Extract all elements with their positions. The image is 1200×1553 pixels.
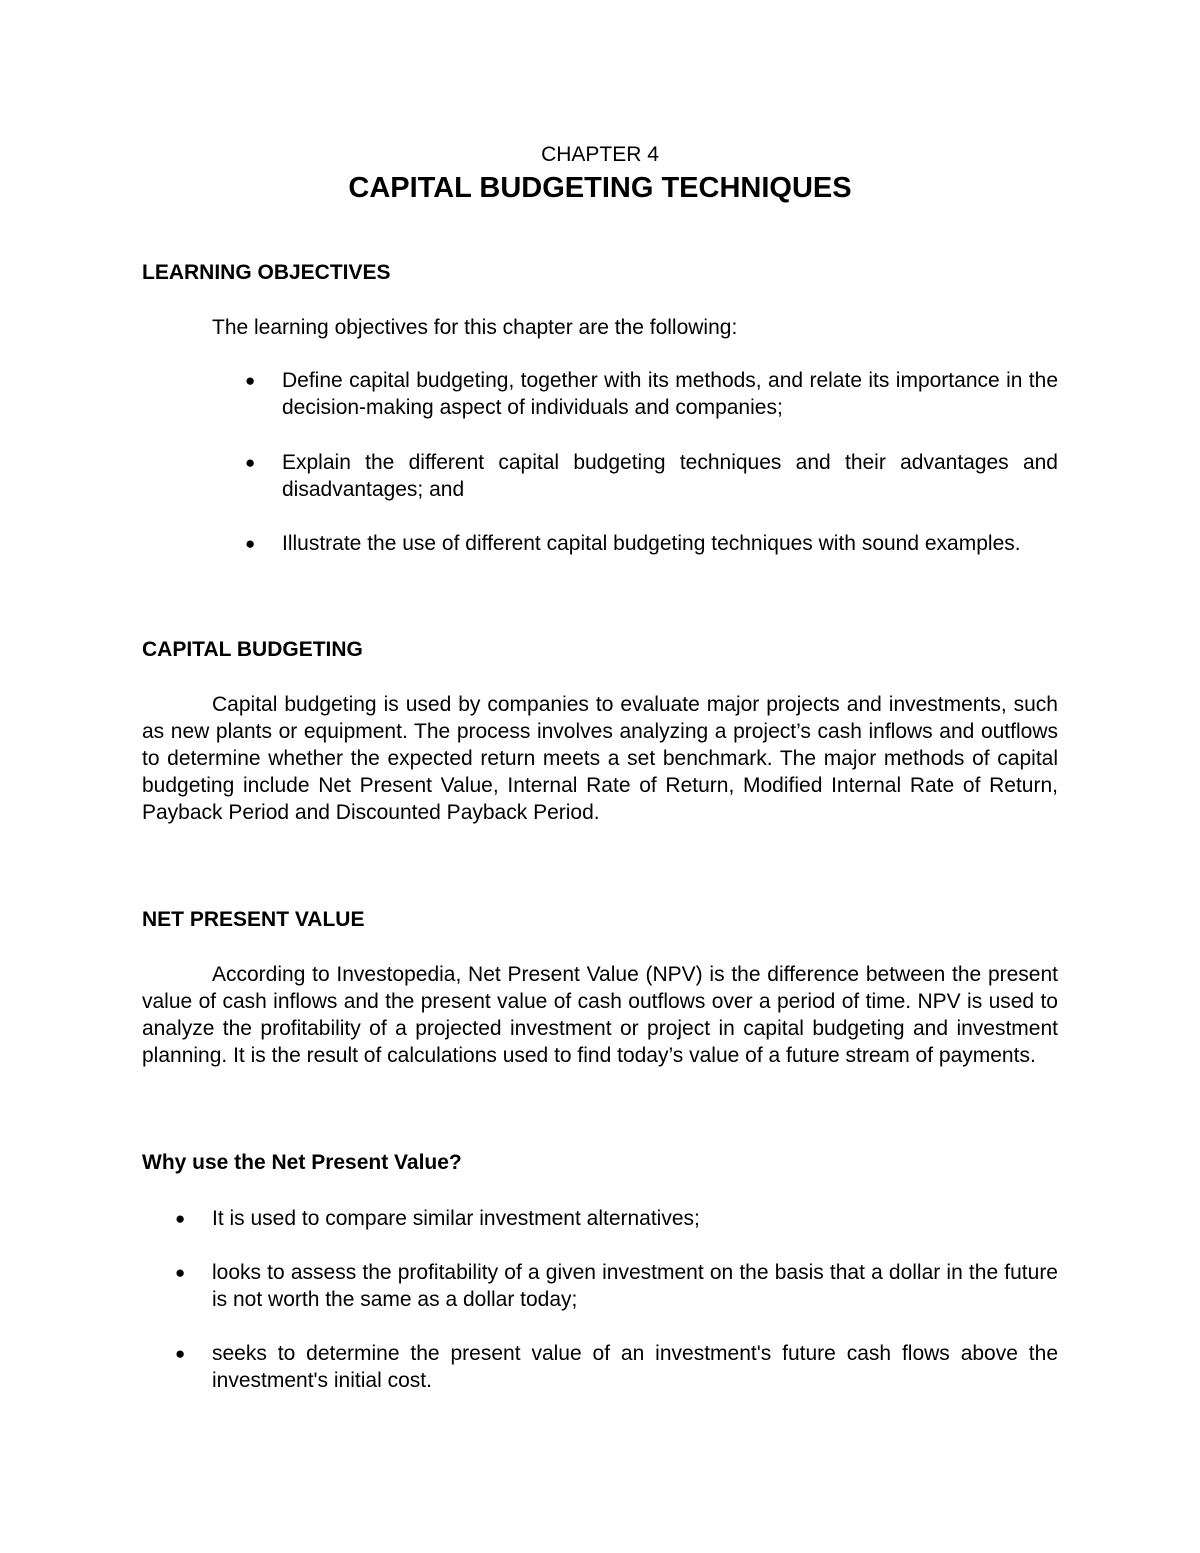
learning-objectives-heading: LEARNING OBJECTIVES bbox=[142, 261, 391, 284]
npv-heading: NET PRESENT VALUE bbox=[142, 908, 365, 931]
bullet-icon: ● bbox=[245, 371, 256, 390]
npv-paragraph: According to Investopedia, Net Present Value (NPV) is the difference between the present value of cash inflows and the present value of cash outflows over a period of time. NPV is used to analyze the profitability of a projected investment or project in capital budgeting and investment planning. It is the result of calculations used to find today’s value of a future stream of payments. bbox=[142, 963, 1058, 1067]
bullet-icon: ● bbox=[175, 1209, 186, 1228]
bullet-icon: ● bbox=[245, 534, 256, 553]
chapter-label: CHAPTER 4 bbox=[541, 143, 659, 166]
why-npv-item-1: It is used to compare similar investment alternatives; bbox=[212, 1207, 700, 1230]
why-npv-heading: Why use the Net Present Value? bbox=[142, 1151, 462, 1174]
why-npv-item-3: seeks to determine the present value of an investment's future cash flows above the investment's initial cost. bbox=[212, 1342, 1058, 1392]
objective-item-1: Define capital budgeting, together with its methods, and relate its importance in the decision-making aspect of individuals and companies; bbox=[282, 369, 1058, 419]
capital-budgeting-heading: CAPITAL BUDGETING bbox=[142, 638, 363, 661]
capital-budgeting-paragraph: Capital budgeting is used by companies to evaluate major projects and investments, such as new plants or equipment. The process involves analyzing a project’s cash inflows and outflows to determine whether the expected return meets a set benchmark. The major methods of capital budgeting include Net Present Value, Internal Rate of Return, Modified Internal Rate of Return, Payback Period and Discounted Payback Period. bbox=[142, 693, 1058, 824]
chapter-title: CAPITAL BUDGETING TECHNIQUES bbox=[348, 172, 852, 204]
why-npv-item-2: looks to assess the profitability of a given investment on the basis that a dollar in the future is not worth the same as a dollar today; bbox=[212, 1261, 1058, 1311]
bullet-icon: ● bbox=[175, 1344, 186, 1363]
bullet-icon: ● bbox=[175, 1263, 186, 1282]
document-page bbox=[142, 0, 1058, 1553]
learning-objectives-intro: The learning objectives for this chapter are the following: bbox=[212, 316, 738, 339]
bullet-icon: ● bbox=[245, 453, 256, 472]
objective-item-2: Explain the different capital budgeting techniques and their advantages and disadvantages; and bbox=[282, 451, 1058, 501]
objective-item-3: Illustrate the use of different capital budgeting techniques with sound examples. bbox=[282, 532, 1021, 555]
